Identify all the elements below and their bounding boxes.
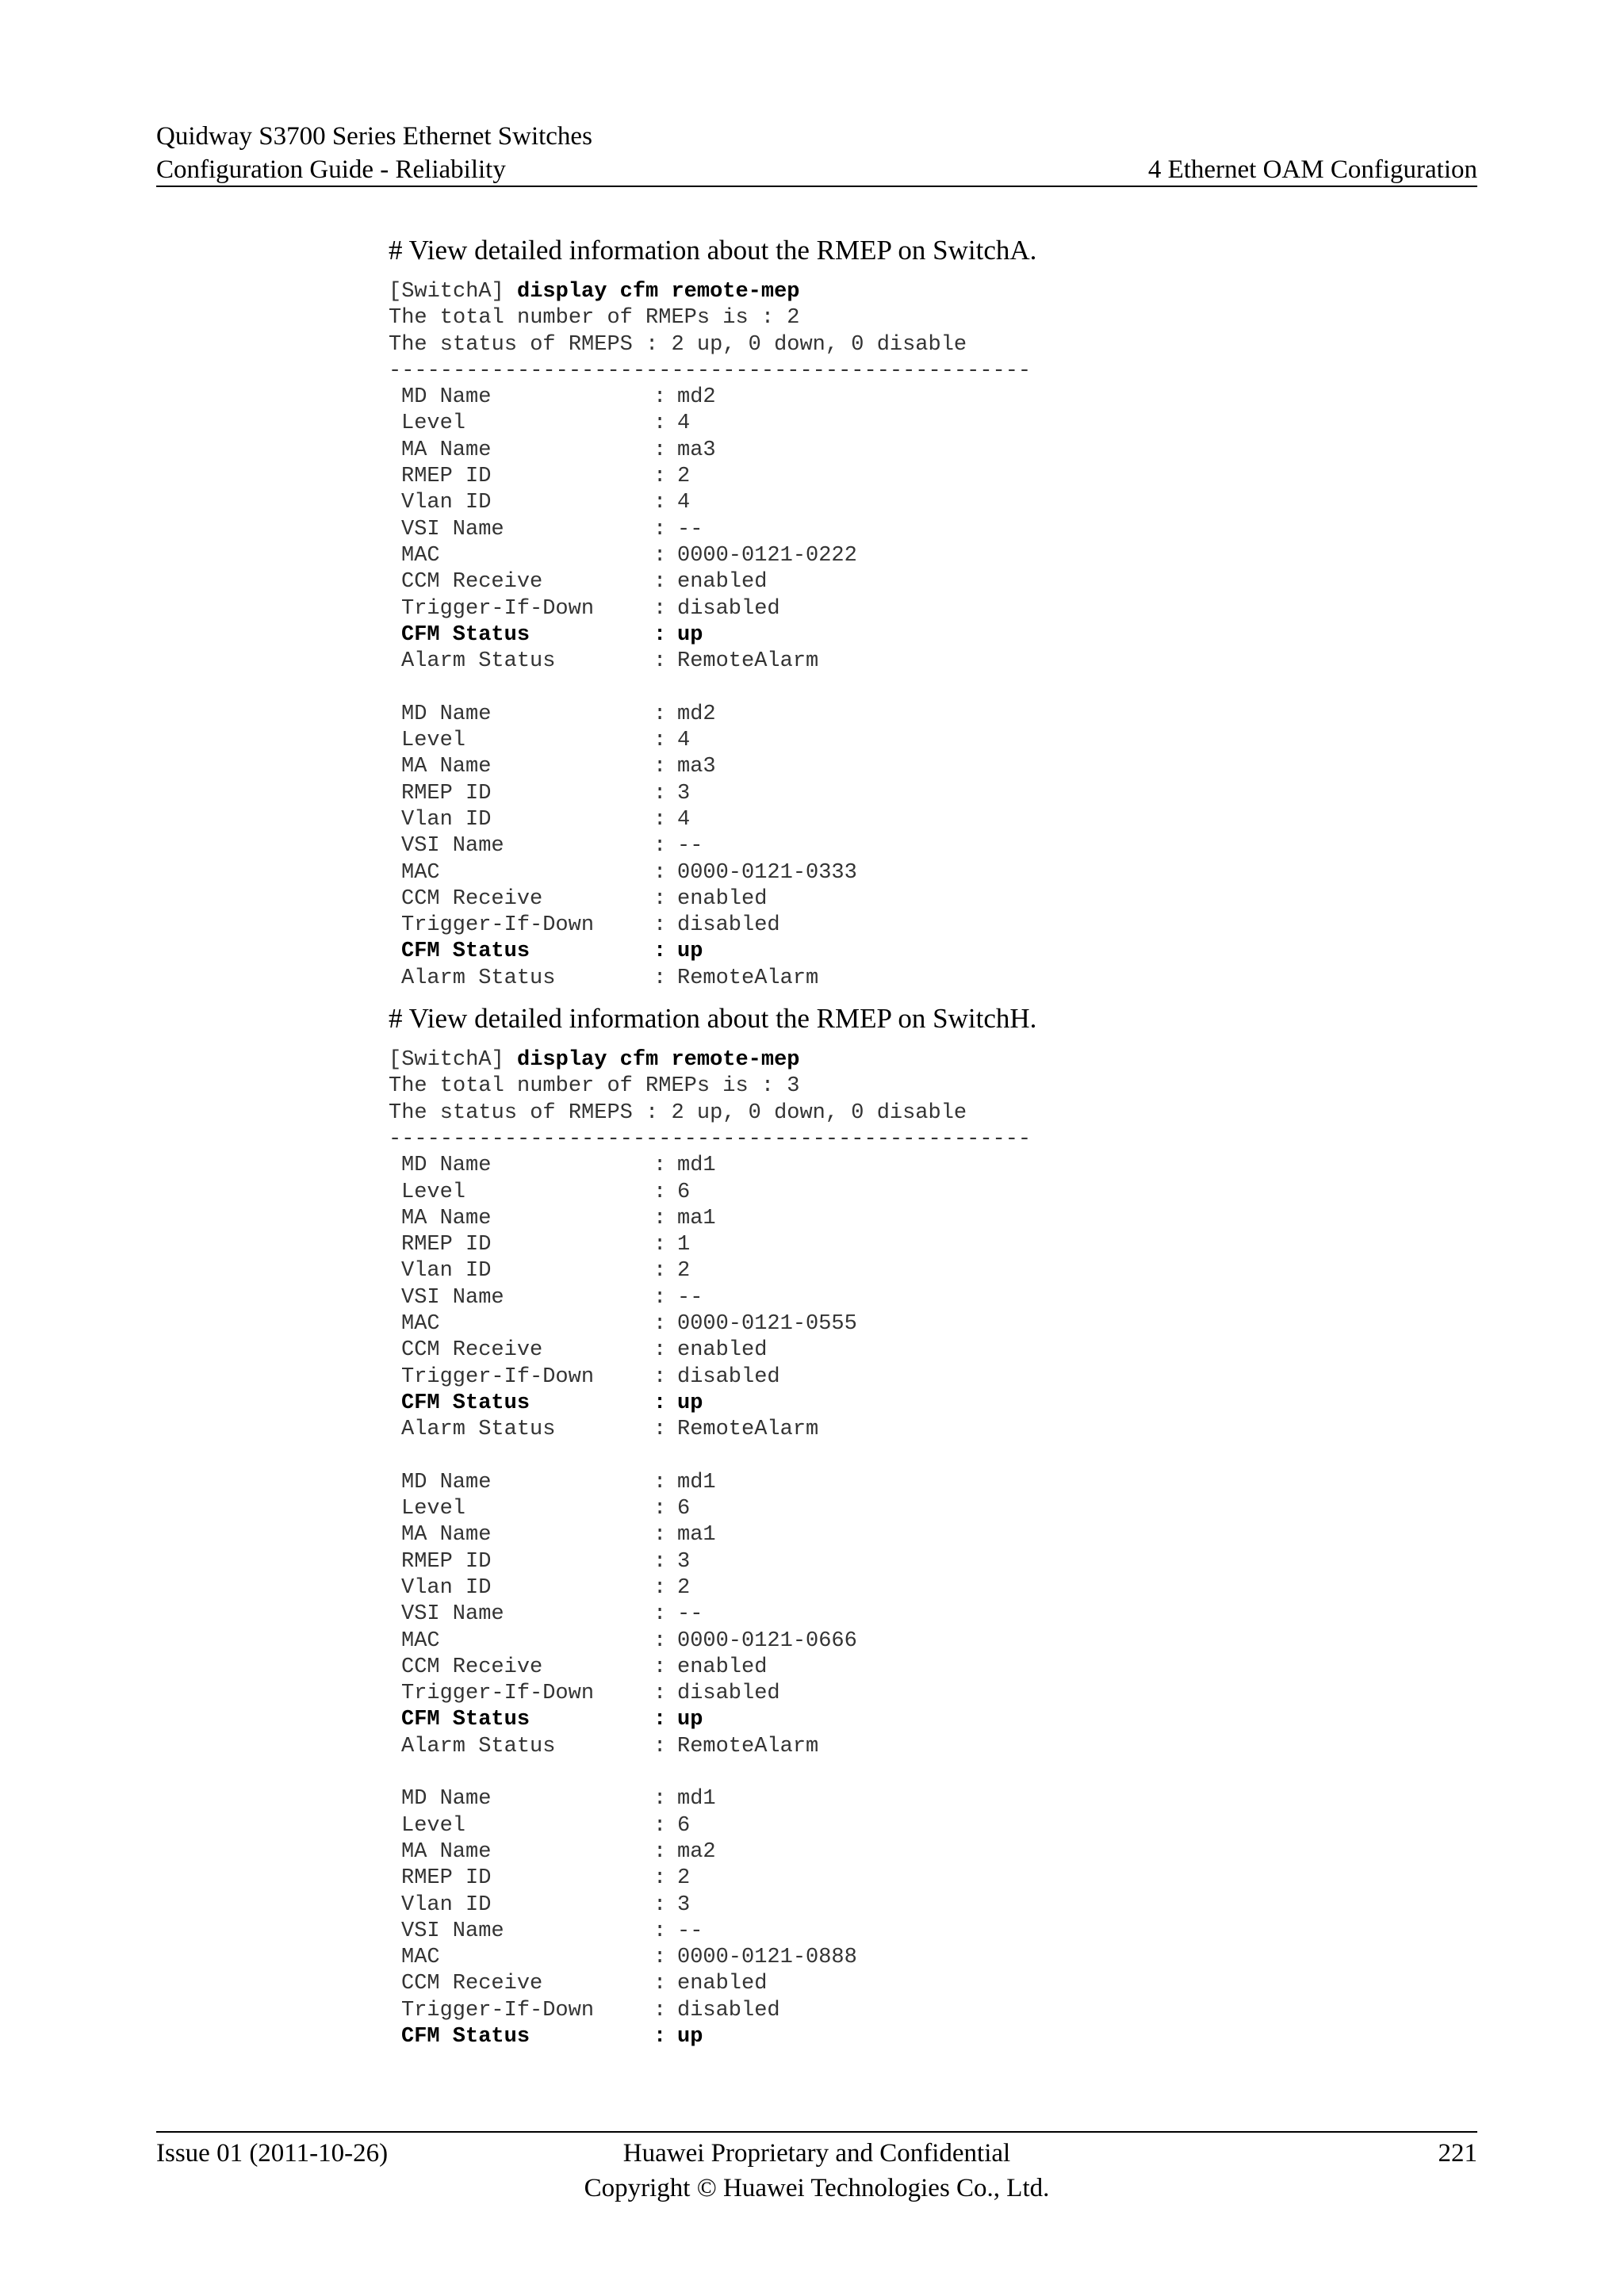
rmep-field-row bbox=[389, 490, 1475, 516]
field-key: Alarm Status bbox=[401, 966, 556, 990]
rmep-field-row bbox=[389, 517, 1475, 543]
field-separator: : bbox=[653, 1338, 667, 1363]
field-separator: : bbox=[653, 570, 667, 595]
section1-intro: # View detailed information about the RMEP on SwitchA. bbox=[389, 235, 1037, 266]
field-key: MA Name bbox=[401, 755, 492, 779]
entry-separator bbox=[389, 1443, 1475, 1469]
section2-code-block bbox=[389, 1047, 1475, 2050]
field-key: Level bbox=[401, 411, 466, 436]
field-separator: : bbox=[653, 1418, 667, 1442]
field-key: Vlan ID bbox=[401, 1892, 492, 1917]
rmep-field-row bbox=[389, 966, 1475, 992]
field-value: 3 bbox=[677, 781, 691, 806]
field-key: MAC bbox=[401, 1946, 440, 1970]
rmep-field-row bbox=[389, 1866, 1475, 1892]
rmep-field-row bbox=[389, 754, 1475, 780]
rmep-total-line: The total number of RMEPs is : 2 bbox=[389, 306, 800, 331]
field-key: Vlan ID bbox=[401, 1575, 492, 1600]
field-key: MD Name bbox=[401, 1787, 492, 1812]
divider-line: -------------------------------------------------- bbox=[389, 358, 1032, 383]
command-text: display cfm remote-mep bbox=[517, 280, 800, 304]
field-separator: : bbox=[653, 491, 667, 515]
field-value: -- bbox=[677, 1285, 703, 1310]
field-separator: : bbox=[653, 1892, 667, 1917]
field-value: ma3 bbox=[677, 755, 716, 779]
field-value: 0000-0121-0222 bbox=[677, 543, 857, 568]
field-key: CFM Status bbox=[401, 1391, 530, 1415]
field-key: CFM Status bbox=[401, 1708, 530, 1732]
rmep-field-row bbox=[389, 1628, 1475, 1655]
field-key: MD Name bbox=[401, 702, 492, 726]
field-separator: : bbox=[653, 807, 667, 832]
rmep-field-row bbox=[389, 1945, 1475, 1971]
header-product: Quidway S3700 Series Ethernet Switches bbox=[156, 122, 592, 151]
field-key: MAC bbox=[401, 1628, 440, 1653]
field-value: md1 bbox=[677, 1470, 716, 1494]
field-separator: : bbox=[653, 1813, 667, 1838]
field-value: md1 bbox=[677, 1154, 716, 1178]
rmep-field-row bbox=[389, 1391, 1475, 1417]
rmep-total-line: The total number of RMEPs is : 3 bbox=[389, 1074, 800, 1099]
rmep-field-row bbox=[389, 569, 1475, 595]
rmep-field-row bbox=[389, 1311, 1475, 1337]
field-separator: : bbox=[653, 385, 667, 410]
field-key: MA Name bbox=[401, 438, 492, 462]
field-key: Alarm Status bbox=[401, 1734, 556, 1758]
field-separator: : bbox=[653, 729, 667, 753]
section1-code-block bbox=[389, 279, 1475, 992]
field-separator: : bbox=[653, 438, 667, 462]
rmep-field-row bbox=[389, 2024, 1475, 2050]
field-value: md2 bbox=[677, 385, 716, 410]
field-separator: : bbox=[653, 886, 667, 911]
command-prompt: [SwitchA] bbox=[389, 280, 504, 304]
field-value: enabled bbox=[677, 1655, 768, 1679]
field-separator: : bbox=[653, 939, 667, 964]
field-value: 2 bbox=[677, 1575, 691, 1600]
field-key: VSI Name bbox=[401, 1602, 504, 1627]
field-key: CCM Receive bbox=[401, 1655, 543, 1679]
field-key: RMEP ID bbox=[401, 1866, 492, 1891]
field-separator: : bbox=[653, 1285, 667, 1310]
field-key: MA Name bbox=[401, 1523, 492, 1548]
field-key: MAC bbox=[401, 1311, 440, 1336]
field-value: disabled bbox=[677, 1682, 780, 1706]
field-value: 2 bbox=[677, 1259, 691, 1284]
field-key: RMEP ID bbox=[401, 1549, 492, 1574]
field-key: MD Name bbox=[401, 1154, 492, 1178]
field-separator: : bbox=[653, 913, 667, 938]
field-key: Alarm Status bbox=[401, 1418, 556, 1442]
field-separator: : bbox=[653, 1655, 667, 1679]
page-footer bbox=[156, 2136, 1477, 2207]
field-key: MA Name bbox=[401, 1206, 492, 1230]
rmep-field-row bbox=[389, 1496, 1475, 1522]
field-separator: : bbox=[653, 543, 667, 568]
rmep-field-row bbox=[389, 702, 1475, 728]
rmep-status-line: The status of RMEPS : 2 up, 0 down, 0 disable bbox=[389, 1100, 967, 1125]
rmep-field-row bbox=[389, 385, 1475, 411]
rmep-field-row bbox=[389, 1337, 1475, 1364]
rmep-field-row bbox=[389, 807, 1475, 833]
rmep-field-row bbox=[389, 1258, 1475, 1284]
rmep-field-row bbox=[389, 1364, 1475, 1391]
field-value: -- bbox=[677, 834, 703, 859]
page-header bbox=[156, 119, 1477, 187]
field-value: 3 bbox=[677, 1892, 691, 1917]
rmep-field-row bbox=[389, 543, 1475, 569]
field-value: 6 bbox=[677, 1497, 691, 1521]
rmep-field-row bbox=[389, 1681, 1475, 1707]
command-prompt: [SwitchA] bbox=[389, 1048, 504, 1073]
field-key: Vlan ID bbox=[401, 491, 492, 515]
footer-rule bbox=[156, 2131, 1477, 2133]
field-value: 4 bbox=[677, 411, 691, 436]
rmep-field-row bbox=[389, 1998, 1475, 2024]
field-value: enabled bbox=[677, 886, 768, 911]
field-separator: : bbox=[653, 1998, 667, 2022]
field-key: CFM Status bbox=[401, 939, 530, 964]
field-separator: : bbox=[653, 1839, 667, 1864]
field-value: 0000-0121-0666 bbox=[677, 1628, 857, 1653]
field-key: CFM Status bbox=[401, 2025, 530, 2049]
footer-confidential: Huawei Proprietary and Confidential bbox=[622, 2139, 1011, 2168]
field-separator: : bbox=[653, 517, 667, 541]
field-separator: : bbox=[653, 1549, 667, 1574]
field-value: up bbox=[677, 1708, 703, 1732]
field-key: Trigger-If-Down bbox=[401, 1998, 595, 2022]
field-key: Trigger-If-Down bbox=[401, 596, 595, 621]
rmep-field-row bbox=[389, 1813, 1475, 1839]
field-separator: : bbox=[653, 1364, 667, 1389]
rmep-field-row bbox=[389, 464, 1475, 490]
field-key: Level bbox=[401, 1497, 466, 1521]
rmep-field-row bbox=[389, 622, 1475, 649]
field-key: CFM Status bbox=[401, 622, 530, 647]
field-separator: : bbox=[653, 622, 667, 647]
field-value: 2 bbox=[677, 465, 691, 489]
footer-issue: Issue 01 (2011-10-26) bbox=[156, 2139, 389, 2168]
field-separator: : bbox=[653, 1180, 667, 1204]
rmep-field-row bbox=[389, 1206, 1475, 1232]
rmep-field-row bbox=[389, 1655, 1475, 1681]
field-key: VSI Name bbox=[401, 834, 504, 859]
field-key: Level bbox=[401, 729, 466, 753]
field-value: 4 bbox=[677, 729, 691, 753]
section2-intro: # View detailed information about the RMEP on SwitchH. bbox=[389, 1003, 1037, 1035]
rmep-entries bbox=[389, 1153, 1475, 2050]
field-separator: : bbox=[653, 465, 667, 489]
rmep-field-row bbox=[389, 913, 1475, 939]
field-key: CCM Receive bbox=[401, 886, 543, 911]
field-separator: : bbox=[653, 860, 667, 885]
rmep-field-row bbox=[389, 1153, 1475, 1179]
field-separator: : bbox=[653, 1497, 667, 1521]
field-separator: : bbox=[653, 596, 667, 621]
field-separator: : bbox=[653, 1602, 667, 1627]
rmep-field-row bbox=[389, 1601, 1475, 1628]
rmep-status-line: The status of RMEPS : 2 up, 0 down, 0 disable bbox=[389, 332, 967, 357]
field-key: CCM Receive bbox=[401, 1338, 543, 1363]
rmep-field-row bbox=[389, 1470, 1475, 1496]
field-separator: : bbox=[653, 1311, 667, 1336]
field-separator: : bbox=[653, 1154, 667, 1178]
field-key: VSI Name bbox=[401, 1919, 504, 1943]
rmep-field-row bbox=[389, 1232, 1475, 1258]
field-separator: : bbox=[653, 1233, 667, 1257]
field-key: Vlan ID bbox=[401, 807, 492, 832]
field-key: MAC bbox=[401, 860, 440, 885]
field-value: up bbox=[677, 622, 703, 647]
field-value: 0000-0121-0888 bbox=[677, 1946, 857, 1970]
command-text: display cfm remote-mep bbox=[517, 1048, 800, 1073]
field-value: disabled bbox=[677, 913, 780, 938]
field-separator: : bbox=[653, 1523, 667, 1548]
field-value: disabled bbox=[677, 1998, 780, 2022]
entry-separator bbox=[389, 675, 1475, 701]
rmep-field-row bbox=[389, 833, 1475, 859]
header-rule bbox=[156, 186, 1477, 187]
field-separator: : bbox=[653, 1946, 667, 1970]
field-separator: : bbox=[653, 834, 667, 859]
field-value: ma3 bbox=[677, 438, 716, 462]
field-separator: : bbox=[653, 1470, 667, 1494]
field-key: Vlan ID bbox=[401, 1259, 492, 1284]
rmep-field-row bbox=[389, 1734, 1475, 1760]
field-separator: : bbox=[653, 1628, 667, 1653]
field-key: RMEP ID bbox=[401, 1233, 492, 1257]
field-separator: : bbox=[653, 781, 667, 806]
field-value: RemoteAlarm bbox=[677, 649, 819, 674]
field-separator: : bbox=[653, 411, 667, 436]
entry-separator bbox=[389, 1760, 1475, 1786]
field-key: VSI Name bbox=[401, 1285, 504, 1310]
field-key: Alarm Status bbox=[401, 649, 556, 674]
field-key: MD Name bbox=[401, 385, 492, 410]
rmep-entries bbox=[389, 385, 1475, 992]
field-separator: : bbox=[653, 966, 667, 990]
rmep-field-row bbox=[389, 596, 1475, 622]
rmep-field-row bbox=[389, 1919, 1475, 1945]
field-key: CCM Receive bbox=[401, 1972, 543, 1996]
field-key: Trigger-If-Down bbox=[401, 913, 595, 938]
field-key: Trigger-If-Down bbox=[401, 1682, 595, 1706]
field-value: -- bbox=[677, 1602, 703, 1627]
rmep-field-row bbox=[389, 438, 1475, 464]
field-value: disabled bbox=[677, 596, 780, 621]
field-key: MAC bbox=[401, 543, 440, 568]
field-separator: : bbox=[653, 1734, 667, 1758]
field-separator: : bbox=[653, 1682, 667, 1706]
field-value: RemoteAlarm bbox=[677, 966, 819, 990]
field-value: ma1 bbox=[677, 1523, 716, 1548]
rmep-field-row bbox=[389, 1786, 1475, 1812]
field-separator: : bbox=[653, 1866, 667, 1891]
field-key: RMEP ID bbox=[401, 465, 492, 489]
rmep-field-row bbox=[389, 1971, 1475, 1997]
field-separator: : bbox=[653, 649, 667, 674]
field-value: RemoteAlarm bbox=[677, 1734, 819, 1758]
field-value: up bbox=[677, 939, 703, 964]
field-key: Level bbox=[401, 1813, 466, 1838]
rmep-field-row bbox=[389, 1180, 1475, 1206]
field-value: RemoteAlarm bbox=[677, 1418, 819, 1442]
command-line bbox=[389, 1047, 1475, 1073]
rmep-field-row bbox=[389, 1707, 1475, 1733]
rmep-field-row bbox=[389, 1549, 1475, 1575]
rmep-field-row bbox=[389, 649, 1475, 675]
field-separator: : bbox=[653, 1575, 667, 1600]
rmep-field-row bbox=[389, 886, 1475, 913]
rmep-field-row bbox=[389, 939, 1475, 965]
field-value: -- bbox=[677, 517, 703, 541]
field-value: 2 bbox=[677, 1866, 691, 1891]
page-content bbox=[389, 230, 1475, 2050]
field-key: Trigger-If-Down bbox=[401, 1364, 595, 1389]
rmep-field-row bbox=[389, 1839, 1475, 1866]
field-value: enabled bbox=[677, 1338, 768, 1363]
field-value: enabled bbox=[677, 1972, 768, 1996]
field-value: 0000-0121-0333 bbox=[677, 860, 857, 885]
field-value: up bbox=[677, 2025, 703, 2049]
field-key: MD Name bbox=[401, 1470, 492, 1494]
divider-line: -------------------------------------------------- bbox=[389, 1127, 1032, 1151]
field-separator: : bbox=[653, 1919, 667, 1943]
rmep-field-row bbox=[389, 860, 1475, 886]
field-separator: : bbox=[653, 1206, 667, 1230]
field-value: 6 bbox=[677, 1180, 691, 1204]
field-value: enabled bbox=[677, 570, 768, 595]
command-line bbox=[389, 279, 1475, 305]
field-key: VSI Name bbox=[401, 517, 504, 541]
rmep-field-row bbox=[389, 1575, 1475, 1601]
field-value: 4 bbox=[677, 807, 691, 832]
field-value: 1 bbox=[677, 1233, 691, 1257]
field-separator: : bbox=[653, 2025, 667, 2049]
field-key: RMEP ID bbox=[401, 781, 492, 806]
field-value: ma1 bbox=[677, 1206, 716, 1230]
field-separator: : bbox=[653, 1391, 667, 1415]
rmep-field-row bbox=[389, 728, 1475, 754]
rmep-field-row bbox=[389, 1285, 1475, 1311]
rmep-field-row bbox=[389, 1892, 1475, 1919]
field-separator: : bbox=[653, 702, 667, 726]
field-separator: : bbox=[653, 1972, 667, 1996]
header-guide: Configuration Guide - Reliability bbox=[156, 155, 506, 184]
field-separator: : bbox=[653, 1787, 667, 1812]
field-value: 6 bbox=[677, 1813, 691, 1838]
field-key: Level bbox=[401, 1180, 466, 1204]
field-value: md2 bbox=[677, 702, 716, 726]
field-value: ma2 bbox=[677, 1839, 716, 1864]
field-value: disabled bbox=[677, 1364, 780, 1389]
field-value: md1 bbox=[677, 1787, 716, 1812]
field-key: MA Name bbox=[401, 1839, 492, 1864]
field-separator: : bbox=[653, 1708, 667, 1732]
header-chapter: 4 Ethernet OAM Configuration bbox=[1147, 155, 1477, 184]
field-key: CCM Receive bbox=[401, 570, 543, 595]
rmep-field-row bbox=[389, 1522, 1475, 1548]
field-value: 3 bbox=[677, 1549, 691, 1574]
field-separator: : bbox=[653, 1259, 667, 1284]
field-value: 4 bbox=[677, 491, 691, 515]
rmep-field-row bbox=[389, 1417, 1475, 1443]
field-value: up bbox=[677, 1391, 703, 1415]
footer-page-number: 221 bbox=[1438, 2139, 1477, 2168]
field-value: 0000-0121-0555 bbox=[677, 1311, 857, 1336]
footer-copyright: Copyright © Huawei Technologies Co., Ltd. bbox=[584, 2174, 1050, 2202]
rmep-field-row bbox=[389, 411, 1475, 437]
field-value: -- bbox=[677, 1919, 703, 1943]
rmep-field-row bbox=[389, 781, 1475, 807]
field-separator: : bbox=[653, 755, 667, 779]
